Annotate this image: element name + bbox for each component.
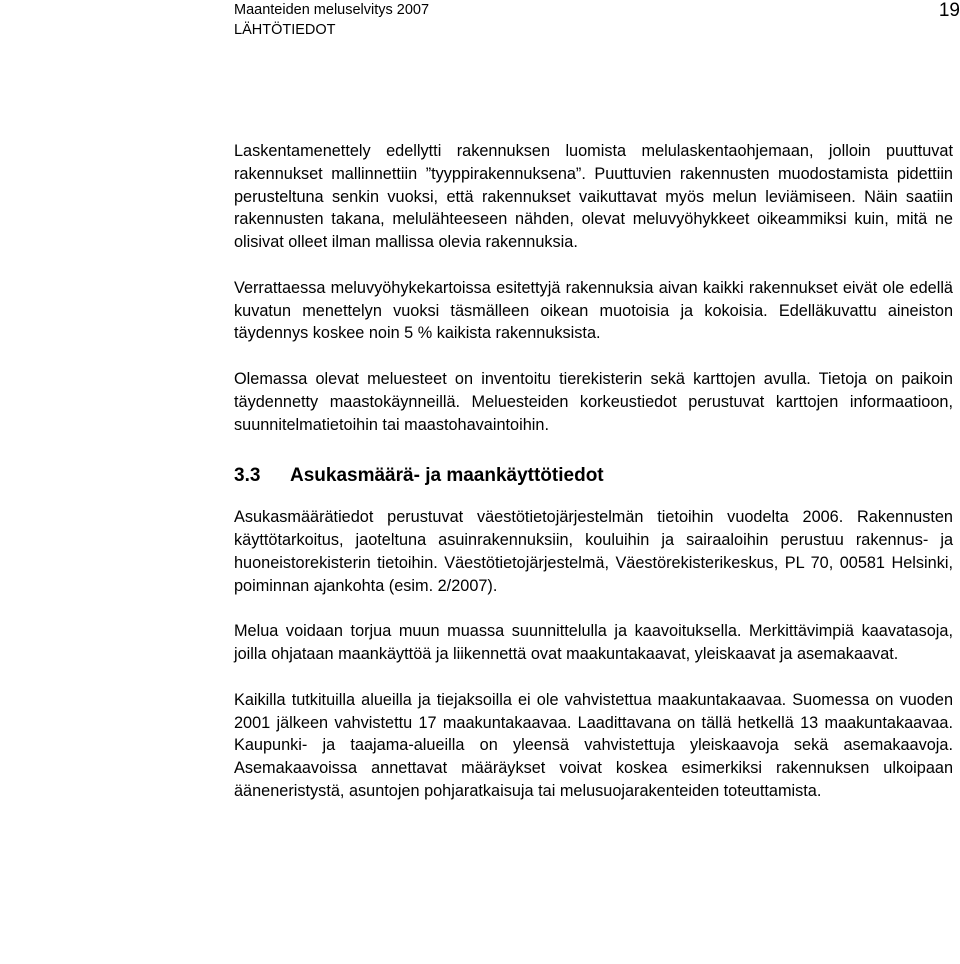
section-heading [234,464,953,488]
section-number: 3.3 [234,465,261,487]
paragraph: Laskentamenettely edellytti rakennuksen luomista melulaskentaohjemaan, jolloin puuttuvat rakennukset mallinnettiin ”tyyppirakennuksena”. Puuttuvien rakennusten muodostamista pidettiin perusteltuna senkin vuoksi, että rakennukset vaikuttavat myös melun leviämiseen. Näin saatiin rakennusten takana, melulähteeseen nähden, olevat meluvyöhykkeet oikeammiksi kuin, mitä ne olisivat olleet ilman mallissa olevia rakennuksia. [234,142,953,252]
paragraph: Asukasmäärätiedot perustuvat väestötietojärjestelmän tietoihin vuodelta 2006. Rakennusten käyttötarkoitus, jaoteltuna asuinrakennuksiin, kouluihin ja sairaaloihin perustuu rakennus- ja huoneistorekisterin tietoihin. Väestötietojärjestelmä, Väestörekisterikeskus, PL 70, 00581 Helsinki, poiminnan ajankohta (esim. 2/2007). [234,508,953,595]
paragraph: Olemassa olevat meluesteet on inventoitu tierekisterin sekä karttojen avulla. Tietoja on paikoin täydennetty maastokäynneillä. Meluesteiden korkeustiedot perustuvat karttojen informaatioon, suunnitelmatietoihin tai maastohavaintoihin. [234,369,953,434]
paragraph: Melua voidaan torjua muun muassa suunnittelulla ja kaavoituksella. Merkittävimpiä kaavatasoja, joilla ohjataan maankäyttöä ja liikennettä ovat maakuntakaavat, yleiskaavat ja asemakaavat. [234,622,953,664]
paragraph: Verrattaessa meluvyöhykekartoissa esitettyjä rakennuksia aivan kaikki rakennukset eivät ole edellä kuvatun menettelyn vuoksi täsmälleen oikean muotoisia ja kokoisia. Edelläkuvattu aineiston täydennys koskee noin 5 % kaikista rakennuksista. [234,278,953,343]
paragraph: Kaikilla tutkituilla alueilla ja tiejaksoilla ei ole vahvistettua maakuntakaavaa. Suomessa on vuoden 2001 jälkeen vahvistettu 17 maakuntakaavaa. Laadittavana on tällä hetkellä 13 maakuntakaavaa. Kaupunki- ja taajama-alueilla on yleensä vahvistettuja yleiskaavoja sekä asemakaavoja. Asemakaavoissa annettavat määräykset voivat koskea esimerkiksi rakennuksen ulkoipaan ääneneristystä, asuntojen pohjaratkaisuja tai melusuojarakenteiden toteuttamista. [234,690,953,800]
running-header [234,0,429,40]
document-body [234,140,953,803]
page-header [234,0,960,44]
page-number: 19 [938,0,960,21]
document-title: Maanteiden meluselvitys 2007 [234,2,430,18]
section-title: Asukasmäärä- ja maankäyttötiedot [290,465,604,487]
chapter-title: LÄHTÖTIEDOT [234,22,336,38]
